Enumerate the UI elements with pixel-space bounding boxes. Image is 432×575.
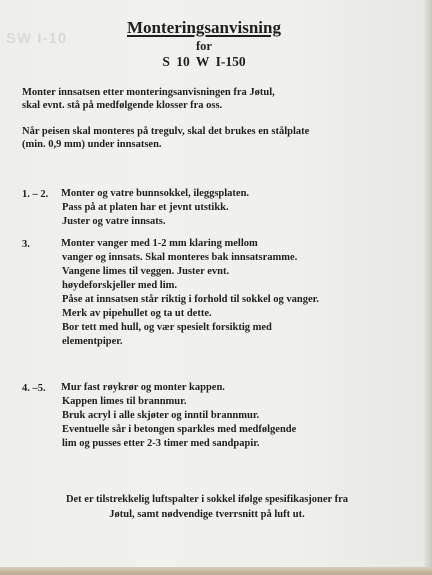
step-line: Påse at innsatsen står riktig i forhold til sokkel og vanger. [62, 294, 319, 305]
step-text [61, 187, 411, 229]
step-text [61, 237, 411, 349]
step-line: Juster og vatre innsats. [62, 216, 166, 227]
step-line: Monter og vatre bunnsokkel, ileggsplaten. [61, 188, 250, 199]
floor-line: (min. 0,9 mm) under innsatsen. [22, 139, 162, 150]
footer-line: Jøtul, samt nødvendige tverrsnitt på luft ut. [109, 509, 305, 520]
step-line: Eventuelle sår i betongen sparkles med medfølgende [62, 424, 297, 435]
step-line: høydeforskjeller med lim. [62, 280, 177, 291]
step-number: 3. [22, 239, 30, 250]
step-number: 1. – 2. [22, 189, 49, 200]
step-text [61, 381, 411, 451]
step-line: Kappen limes til brannmur. [62, 396, 187, 407]
floor-line: Når peisen skal monteres på tregulv, skal det brukes en stålplate [22, 126, 310, 137]
step-line: vanger og innsats. Skal monteres bak innsatsramme. [62, 252, 298, 263]
bottom-surface-strip [0, 567, 432, 575]
page-edge-shadow [423, 0, 432, 575]
step-line: Mur fast røykrør og monter kappen. [61, 382, 225, 393]
step-line: Bor tett med hull, og vær spesielt forsiktig med [62, 322, 272, 333]
step-line: lim og pusses etter 2-3 timer med sandpapir. [62, 438, 260, 449]
step-line: Merk av pipehullet og ta ut dette. [62, 308, 212, 319]
footer-note [36, 492, 378, 522]
step-line: elementpiper. [62, 336, 123, 347]
faded-imprint-text: SW I-10 [6, 30, 68, 47]
for-label: for [196, 39, 212, 53]
step-line: Bruk acryl i alle skjøter og inntil brannmur. [62, 410, 260, 421]
footer-line: Det er tilstrekkelig luftspalter i sokkel ifølge spesifikasjoner fra [65, 494, 349, 505]
intro-line: Monter innsatsen etter monteringsanvisningen fra Jøtul, [22, 87, 275, 98]
step-number: 4. –5. [22, 383, 46, 394]
step-line: Monter vanger med 1-2 mm klaring mellom [61, 238, 258, 249]
step-line: Vangene limes til veggen. Juster evnt. [62, 266, 230, 277]
step-line: Pass på at platen har et jevnt utstikk. [62, 202, 229, 213]
intro-paragraph [22, 86, 412, 112]
model-name: S 10 W I-150 [162, 54, 246, 69]
document-title: Monteringsanvisning [127, 18, 281, 37]
intro-line: skal evnt. stå på medfølgende klosser fra oss. [22, 100, 223, 111]
floor-paragraph [22, 125, 412, 151]
